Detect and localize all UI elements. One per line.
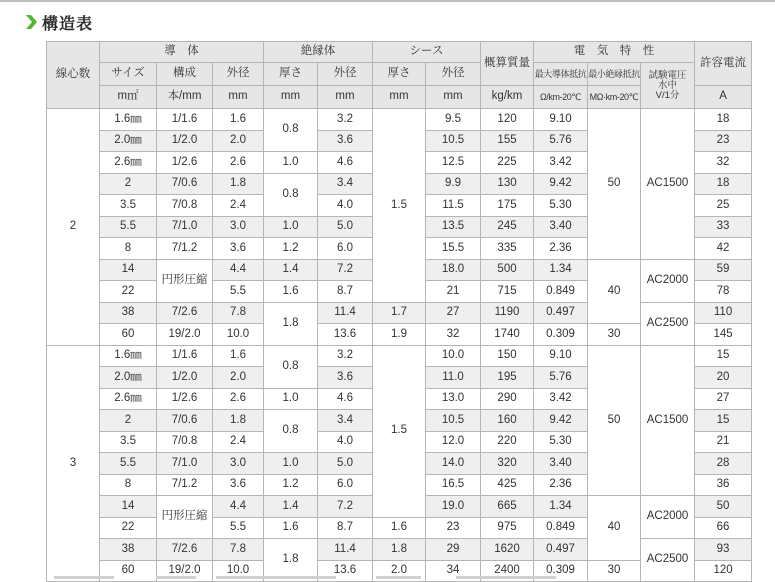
col-ins-thick: 厚さ [264,63,318,86]
size-cell: 2.6㎜ [100,388,157,410]
ins-od-cell: 13.6 [318,560,373,582]
construction-cell: 1/1.6 [157,109,213,131]
sheath-od-cell: 9.5 [426,109,481,131]
structure-table [46,41,752,582]
unit-size: m㎡ [100,86,157,109]
section-title [26,10,93,34]
max-res-cell: 9.42 [534,173,588,195]
weight-cell: 290 [481,388,534,410]
ins-od-cell: 4.6 [318,388,373,410]
ins-od-cell: 3.2 [318,345,373,367]
allowable-current-cell: 93 [695,539,752,561]
ins-thick-cell: 1.2 [264,474,318,496]
weight-cell: 500 [481,259,534,281]
table-row [47,109,752,131]
weight-cell: 150 [481,345,534,367]
weight-cell: 2400 [481,560,534,582]
size-cell: 5.5 [100,453,157,475]
ins-thick-cell: 0.8 [264,173,318,216]
ins-thick-cell: 1.2 [264,238,318,260]
unit-ins-od: mm [318,86,373,109]
sheath-od-cell: 11.0 [426,367,481,389]
table-body [47,109,752,582]
allowable-current-cell: 23 [695,130,752,152]
unit-construction: 本/mm [157,86,213,109]
ins-od-cell: 4.0 [318,431,373,453]
ins-od-cell: 3.2 [318,109,373,131]
unit-ins-thick: mm [264,86,318,109]
ins-od-cell: 13.6 [318,324,373,346]
test-voltage-cell: AC2000 [641,496,695,539]
unit-allowable: A [695,86,752,109]
top-rule [0,0,775,2]
max-res-cell: 3.40 [534,453,588,475]
ins-od-cell: 6.0 [318,474,373,496]
header-row-1 [47,42,752,63]
weight-cell: 130 [481,173,534,195]
sheath-thick-cell: 1.5 [373,345,426,517]
test-voltage-cell: AC2000 [641,259,695,302]
size-cell: 8 [100,474,157,496]
sheath-od-cell: 21 [426,281,481,303]
sheath-od-cell: 12.0 [426,431,481,453]
max-res-cell: 2.36 [534,238,588,260]
table-row [47,345,752,367]
col-electrical-header: 電 気 特 性 [534,42,695,63]
size-cell: 38 [100,539,157,561]
allowable-current-cell: 21 [695,431,752,453]
cond-od-cell: 1.8 [213,173,264,195]
test-voltage-line1: 試験電圧 [648,69,687,81]
test-voltage-cell: AC1500 [641,345,695,496]
size-cell: 60 [100,560,157,582]
size-cell: 38 [100,302,157,324]
ins-od-cell: 7.2 [318,259,373,281]
col-sheath-header: シース [373,42,481,63]
construction-cell: 7/2.6 [157,302,213,324]
sheath-od-cell: 10.5 [426,410,481,432]
construction-cell: 1/1.6 [157,345,213,367]
allowable-current-cell: 20 [695,367,752,389]
min-ins-cell: 40 [588,259,641,324]
ins-thick-cell: 1.4 [264,259,318,281]
sheath-thick-cell: 1.6 [373,517,426,539]
ins-thick-cell: 1.0 [264,152,318,174]
allowable-current-cell: 66 [695,517,752,539]
sheath-od-cell: 14.0 [426,453,481,475]
ins-od-cell: 11.4 [318,302,373,324]
max-res-cell: 0.849 [534,281,588,303]
max-res-cell: 5.30 [534,431,588,453]
sheath-od-cell: 12.5 [426,152,481,174]
weight-cell: 120 [481,109,534,131]
cond-od-cell: 4.4 [213,259,264,281]
col-sh-od: 外径 [426,63,481,86]
cond-od-cell: 1.8 [213,410,264,432]
weight-cell: 665 [481,496,534,518]
construction-cell: 7/0.6 [157,173,213,195]
weight-cell: 975 [481,517,534,539]
sheath-thick-cell: 1.7 [373,302,426,324]
max-res-cell: 2.36 [534,474,588,496]
ins-thick-cell: 1.0 [264,216,318,238]
min-ins-cell: 30 [588,560,641,582]
cond-od-cell: 2.6 [213,152,264,174]
ins-thick-cell: 0.8 [264,109,318,152]
test-voltage-cell: AC1500 [641,109,695,260]
unit-cond-od: mm [213,86,264,109]
min-ins-cell: 30 [588,324,641,346]
sheath-od-cell: 13.5 [426,216,481,238]
cond-od-cell: 7.8 [213,539,264,561]
allowable-current-cell: 145 [695,324,752,346]
weight-cell: 335 [481,238,534,260]
ins-thick-cell: 1.4 [264,496,318,518]
ins-od-cell: 8.7 [318,281,373,303]
table-row [47,539,752,561]
size-cell: 2.0㎜ [100,367,157,389]
weight-cell: 195 [481,367,534,389]
allowable-current-cell: 78 [695,281,752,303]
construction-cell: 7/0.6 [157,410,213,432]
weight-cell: 175 [481,195,534,217]
construction-cell: 7/1.0 [157,453,213,475]
allowable-current-cell: 15 [695,345,752,367]
weight-cell: 220 [481,431,534,453]
max-res-cell: 0.497 [534,539,588,561]
size-cell: 2.0㎜ [100,130,157,152]
cond-od-cell: 5.5 [213,517,264,539]
sheath-od-cell: 15.5 [426,238,481,260]
allowable-current-cell: 110 [695,302,752,324]
max-res-cell: 9.10 [534,345,588,367]
chevron-right-icon [26,15,37,29]
weight-cell: 1190 [481,302,534,324]
construction-cell: 7/1.0 [157,216,213,238]
ins-od-cell: 8.7 [318,517,373,539]
col-insulation-header: 絶縁体 [264,42,373,63]
sheath-od-cell: 11.5 [426,195,481,217]
max-res-cell: 0.497 [534,302,588,324]
ins-od-cell: 3.6 [318,367,373,389]
unit-min-ins: MΩ·km-20℃ [588,86,641,109]
col-cores-header: 線心数 [47,42,100,109]
ins-od-cell: 4.0 [318,195,373,217]
max-res-cell: 0.309 [534,560,588,582]
ins-od-cell: 3.4 [318,173,373,195]
cond-od-cell: 3.6 [213,238,264,260]
max-res-cell: 9.10 [534,109,588,131]
max-res-cell: 5.30 [534,195,588,217]
unit-weight: kg/km [481,86,534,109]
construction-crimp-cell: 円形圧縮 [157,496,213,539]
min-ins-cell: 50 [588,109,641,260]
max-res-cell: 5.76 [534,367,588,389]
sheath-thick-cell: 1.8 [373,539,426,561]
cond-od-cell: 10.0 [213,324,264,346]
size-cell: 1.6㎜ [100,345,157,367]
construction-cell: 7/0.8 [157,431,213,453]
allowable-current-cell: 15 [695,410,752,432]
sheath-od-cell: 18.0 [426,259,481,281]
construction-cell: 1/2.6 [157,388,213,410]
ins-thick-cell: 1.6 [264,281,318,303]
col-ins-od: 外径 [318,63,373,86]
cond-od-cell: 1.6 [213,109,264,131]
size-cell: 3.5 [100,195,157,217]
sheath-thick-cell: 2.0 [373,560,426,582]
ins-od-cell: 3.4 [318,410,373,432]
cond-od-cell: 5.5 [213,281,264,303]
sheath-od-cell: 29 [426,539,481,561]
col-conductor-header: 導 体 [100,42,264,63]
allowable-current-cell: 32 [695,152,752,174]
unit-max-res: Ω/km-20℃ [534,86,588,109]
construction-cell: 7/1.2 [157,474,213,496]
allowable-current-cell: 59 [695,259,752,281]
construction-cell: 1/2.0 [157,130,213,152]
col-weight-header: 概算質量 [481,42,534,86]
sheath-od-cell: 9.9 [426,173,481,195]
size-cell: 2 [100,410,157,432]
weight-cell: 320 [481,453,534,475]
size-cell: 2 [100,173,157,195]
cond-od-cell: 10.0 [213,560,264,582]
size-cell: 1.6㎜ [100,109,157,131]
cond-od-cell: 2.0 [213,367,264,389]
max-res-cell: 1.34 [534,259,588,281]
construction-cell: 1/2.0 [157,367,213,389]
weight-cell: 1740 [481,324,534,346]
sheath-od-cell: 10.5 [426,130,481,152]
ins-od-cell: 3.6 [318,130,373,152]
cond-od-cell: 7.8 [213,302,264,324]
cond-od-cell: 3.6 [213,474,264,496]
ins-od-cell: 6.0 [318,238,373,260]
sheath-thick-cell: 1.9 [373,324,426,346]
sheath-thick-cell: 1.5 [373,109,426,303]
max-res-cell: 3.42 [534,152,588,174]
sheath-od-cell: 13.0 [426,388,481,410]
construction-cell: 19/2.0 [157,324,213,346]
max-res-cell: 5.76 [534,130,588,152]
col-cond-od: 外径 [213,63,264,86]
col-test-voltage [641,63,695,109]
ins-od-cell: 11.4 [318,539,373,561]
size-cell: 14 [100,496,157,518]
weight-cell: 1620 [481,539,534,561]
header-row-2 [47,63,752,86]
ins-thick-cell: 1.8 [264,302,318,345]
cut-off-next-row [46,574,751,581]
construction-cell: 1/2.6 [157,152,213,174]
test-voltage-cell: AC2500 [641,302,695,345]
sheath-od-cell: 27 [426,302,481,324]
table-row [47,302,752,324]
max-res-cell: 0.849 [534,517,588,539]
col-construction: 構成 [157,63,213,86]
ins-thick-cell: 1.0 [264,388,318,410]
sheath-od-cell: 10.0 [426,345,481,367]
sheath-od-cell: 16.5 [426,474,481,496]
ins-thick-cell: 1.6 [264,517,318,539]
cond-od-cell: 3.0 [213,453,264,475]
cond-od-cell: 2.4 [213,195,264,217]
test-voltage-line3: V/1分 [655,89,680,101]
ins-thick-cell: 0.8 [264,410,318,453]
ins-thick-cell: 0.8 [264,345,318,388]
cond-od-cell: 2.4 [213,431,264,453]
size-cell: 60 [100,324,157,346]
construction-cell: 7/2.6 [157,539,213,561]
col-size: サイズ [100,63,157,86]
cond-od-cell: 1.6 [213,345,264,367]
sheath-od-cell: 34 [426,560,481,582]
allowable-current-cell: 42 [695,238,752,260]
max-res-cell: 3.40 [534,216,588,238]
allowable-current-cell: 120 [695,560,752,582]
cond-od-cell: 4.4 [213,496,264,518]
test-voltage-line2: 水中 [658,79,678,91]
max-res-cell: 9.42 [534,410,588,432]
unit-sh-thick: mm [373,86,426,109]
test-voltage-cell: AC2500 [641,539,695,582]
max-res-cell: 0.309 [534,324,588,346]
min-ins-cell: 50 [588,345,641,496]
size-cell: 14 [100,259,157,281]
col-sh-thick: 厚さ [373,63,426,86]
ins-od-cell: 4.6 [318,152,373,174]
size-cell: 5.5 [100,216,157,238]
allowable-current-cell: 36 [695,474,752,496]
allowable-current-cell: 28 [695,453,752,475]
cond-od-cell: 2.6 [213,388,264,410]
unit-sh-od: mm [426,86,481,109]
construction-cell: 19/2.0 [157,560,213,582]
size-cell: 3.5 [100,431,157,453]
max-res-cell: 1.34 [534,496,588,518]
col-allowable-header: 許容電流 [695,42,752,86]
size-cell: 2.6㎜ [100,152,157,174]
allowable-current-cell: 50 [695,496,752,518]
min-ins-cell: 40 [588,496,641,561]
allowable-current-cell: 25 [695,195,752,217]
sheath-od-cell: 23 [426,517,481,539]
ins-thick-cell: 1.0 [264,453,318,475]
weight-cell: 160 [481,410,534,432]
cores-cell: 3 [47,345,100,582]
weight-cell: 715 [481,281,534,303]
allowable-current-cell: 33 [695,216,752,238]
sheath-od-cell: 32 [426,324,481,346]
weight-cell: 425 [481,474,534,496]
allowable-current-cell: 18 [695,173,752,195]
weight-cell: 155 [481,130,534,152]
allowable-current-cell: 27 [695,388,752,410]
col-max-res: 最大導体抵抗 [534,63,588,86]
size-cell: 22 [100,281,157,303]
size-cell: 22 [100,517,157,539]
weight-cell: 245 [481,216,534,238]
cond-od-cell: 2.0 [213,130,264,152]
ins-od-cell: 7.2 [318,496,373,518]
col-min-ins: 最小絶縁抵抗 [588,63,641,86]
allowable-current-cell: 18 [695,109,752,131]
weight-cell: 225 [481,152,534,174]
cores-cell: 2 [47,109,100,346]
sheath-od-cell: 19.0 [426,496,481,518]
ins-od-cell: 5.0 [318,453,373,475]
size-cell: 8 [100,238,157,260]
page-title: 構造表 [42,15,94,33]
construction-cell: 7/1.2 [157,238,213,260]
construction-crimp-cell: 円形圧縮 [157,259,213,302]
cond-od-cell: 3.0 [213,216,264,238]
ins-thick-cell: 1.8 [264,539,318,582]
ins-od-cell: 5.0 [318,216,373,238]
max-res-cell: 3.42 [534,388,588,410]
construction-cell: 7/0.8 [157,195,213,217]
